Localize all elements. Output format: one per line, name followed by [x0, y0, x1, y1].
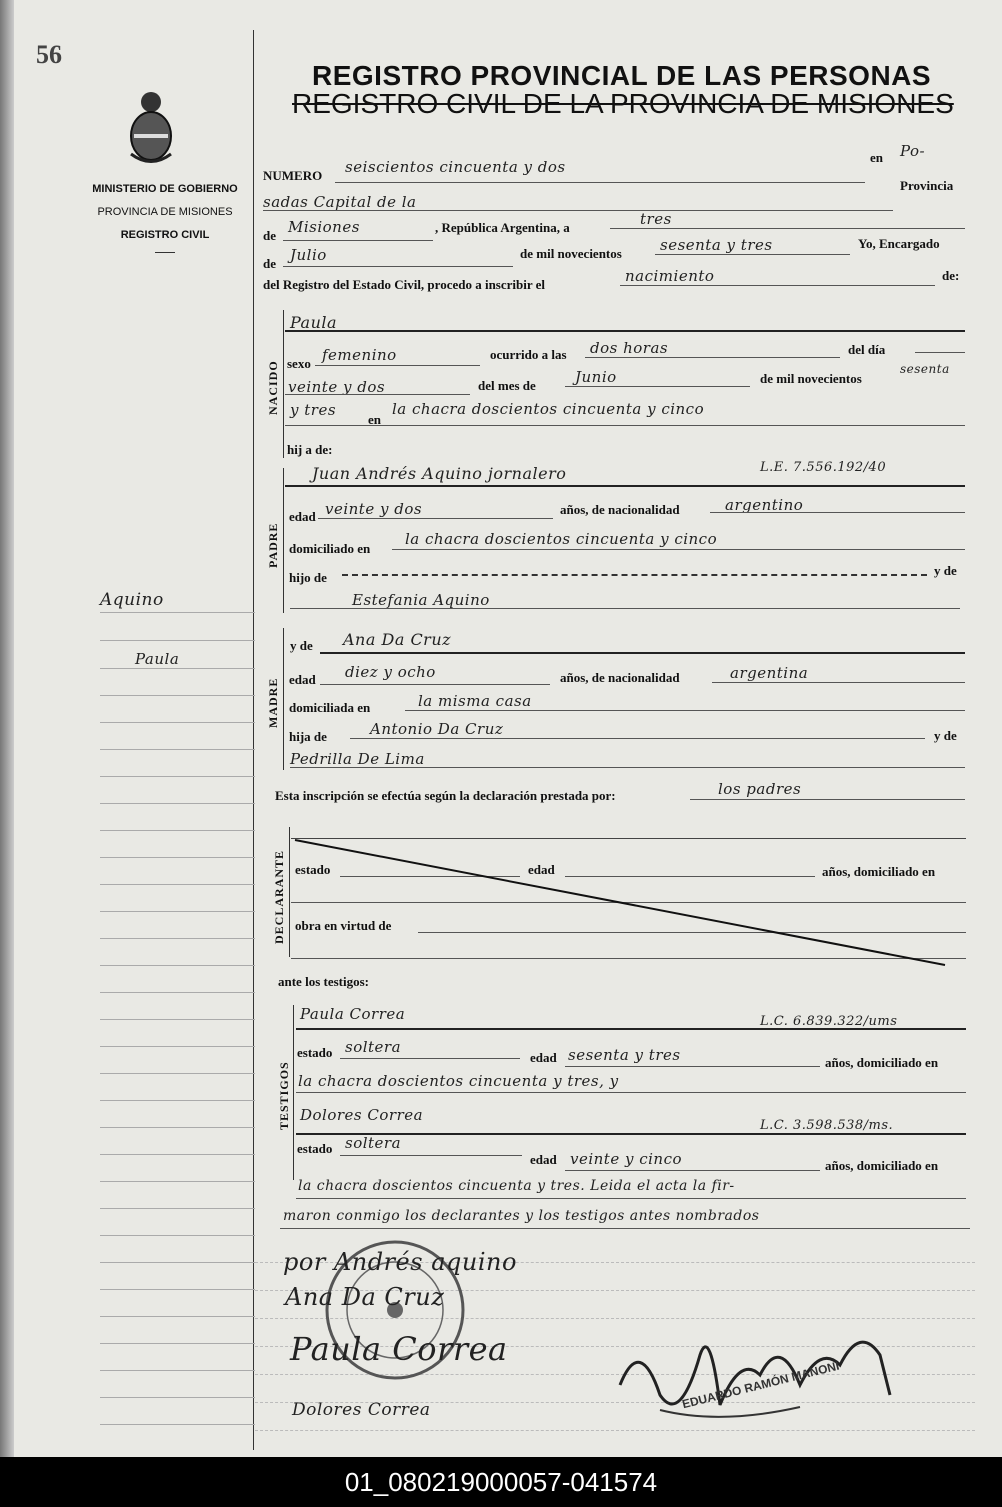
day-line: [610, 228, 965, 229]
madre-label: MADRE: [266, 677, 280, 728]
dia-value: veinte y dos: [288, 378, 386, 396]
nacido-en-label: en: [368, 412, 381, 427]
provincia-label: Provincia: [900, 178, 954, 193]
padre-edad-label: edad: [289, 509, 316, 524]
testigo2-doc: L.C. 3.598.538/ms.: [760, 1118, 894, 1133]
de-label: de: [263, 228, 276, 243]
testigo1-estado-line: [340, 1058, 520, 1059]
madre-y-de-label-2: y de: [934, 728, 957, 743]
del-dia-label: del día: [848, 342, 886, 357]
mil-label: de mil novecientos: [520, 246, 622, 261]
header-title-line2: REGISTRO CIVIL DE LA PROVINCIA DE MISIONES: [292, 88, 954, 119]
padre-bracket: [283, 468, 284, 613]
ocurrido-label: ocurrido a las: [490, 347, 567, 362]
madre-y-de-label: y de: [290, 638, 313, 653]
testigo2-domicilio: la chacra doscientos cincuenta y tres. Leida el acta la fir-: [298, 1178, 735, 1194]
padre-nacionalidad-line: [710, 512, 965, 513]
binding-edge: [0, 0, 14, 1457]
madre-nacionalidad: argentina: [730, 664, 809, 682]
ministry-divider: [155, 252, 175, 253]
nacido-name-line: [285, 330, 965, 332]
padre-domicilio-line: [392, 549, 965, 550]
document-id-footer: 01_080219000057-041574: [0, 1457, 1002, 1507]
padre-doc: L.E. 7.556.192/40: [760, 460, 887, 475]
place-value: sadas Capital de la: [263, 193, 417, 211]
registro-label: del Registro del Estado Civil, procedo a inscribir el: [263, 277, 546, 292]
declaracion-label: Esta inscripción se efectúa según la declaración prestada por:: [275, 788, 616, 803]
testigos-bracket: [293, 1005, 294, 1180]
mes-value: Junio: [575, 368, 617, 386]
madre-padre-line: [350, 738, 925, 739]
declarante-estado-label: estado: [295, 862, 331, 877]
madre-madre-line: [290, 767, 965, 768]
testigo1-anios-label: años, domiciliado en: [825, 1055, 939, 1070]
padre-name: Juan Andrés Aquino jornalero: [312, 464, 567, 483]
madre-edad-value: diez y ocho: [345, 663, 436, 681]
nacido-label: NACIDO: [266, 360, 280, 415]
numero-label: NUMERO: [263, 168, 323, 183]
nacido-place-line: [285, 425, 965, 426]
province-value: Misiones: [288, 218, 360, 236]
sexo-label: sexo: [287, 356, 311, 371]
header-title-line1: REGISTRO PROVINCIAL DE LAS PERSONAS: [312, 60, 932, 91]
padre-domicilio-label: domiciliado en: [289, 541, 371, 556]
republica-label: , República Argentina, a: [435, 220, 570, 235]
madre-bracket: [283, 628, 284, 770]
testigo1-doc: L.C. 6.839.322/ums: [760, 1014, 898, 1029]
page-number: 56: [36, 40, 62, 69]
margin-given-name: Paula: [135, 650, 180, 668]
official-stamp-text: EDUARDO RAMÓN MANONI: [680, 1358, 841, 1412]
testigos-label: TESTIGOS: [277, 1061, 291, 1130]
hora-line: [585, 357, 840, 358]
anio-value: sesenta: [900, 362, 950, 376]
padre-nacionalidad: argentino: [725, 496, 804, 514]
testigo2-estado-line: [340, 1155, 522, 1156]
mes-label: del mes de: [478, 378, 536, 393]
declarante-edad-label: edad: [528, 862, 555, 877]
nacido-name: Paula: [290, 313, 338, 332]
padre-y-de-label: y de: [934, 563, 957, 578]
declaracion-value: los padres: [718, 780, 802, 798]
signature-testigo1: Paula Correa: [290, 1330, 508, 1368]
testigo1-edad-line: [565, 1066, 820, 1067]
testigo2-domicilio-line: [296, 1198, 966, 1199]
numero-line: [335, 182, 865, 183]
closing-text: maron conmigo los declarantes y los testigos antes nombrados: [283, 1208, 760, 1224]
year-value: sesenta y tres: [660, 236, 773, 254]
declarante-anios-label: años, domiciliado en: [822, 864, 936, 879]
madre-domicilio-value: la misma casa: [418, 692, 532, 710]
de-label-2: de: [263, 256, 276, 271]
testigo2-estado-label: estado: [297, 1141, 333, 1156]
testigos-intro-label: ante los testigos:: [278, 974, 369, 989]
padre-name-line: [285, 485, 965, 487]
testigo2-edad: veinte y cinco: [570, 1150, 683, 1168]
madre-name: Ana Da Cruz: [343, 630, 452, 649]
madre-edad-line: [320, 684, 550, 685]
margin-surname: Aquino: [100, 590, 164, 610]
ministry-province: PROVINCIA DE MISIONES: [97, 206, 233, 218]
signature-testigo2: Dolores Correa: [292, 1400, 431, 1420]
place-line: [263, 210, 893, 211]
padre-edad-line: [318, 518, 553, 519]
month-line: [283, 266, 513, 267]
padre-madre-name: Estefania Aquino: [352, 591, 490, 609]
hora-value: dos horas: [590, 339, 669, 357]
padre-domicilio-value: la chacra doscientos cincuenta y cinco: [405, 530, 718, 548]
encargado-label: Yo, Encargado: [858, 236, 940, 251]
testigo2-anios-label: años, domiciliado en: [825, 1158, 939, 1173]
testigo1-edad: sesenta y tres: [568, 1046, 681, 1064]
de2-label: de:: [942, 268, 960, 283]
declaracion-line: [690, 799, 965, 800]
closing-line: [280, 1228, 970, 1229]
nacido-mil-label: de mil novecientos: [760, 371, 862, 386]
sexo-line: [315, 365, 480, 366]
padre-madre-line: [290, 608, 960, 609]
official-signature-icon: [600, 1315, 920, 1435]
declarante-label: DECLARANTE: [272, 849, 286, 944]
testigo1-domicilio-line: [296, 1092, 966, 1093]
madre-hija-label: hija de: [289, 729, 327, 744]
act-line: [620, 285, 935, 286]
madre-domicilio-line: [405, 710, 965, 711]
day-value: tres: [640, 210, 672, 228]
madre-nacionalidad-line: [712, 682, 965, 683]
testigo1-name-line: [296, 1028, 966, 1030]
madre-name-line: [320, 652, 965, 654]
padre-hijo-line: [342, 574, 927, 576]
hija-label: hij a de:: [287, 442, 333, 457]
testigo2-edad-label: edad: [530, 1152, 557, 1167]
testigo2-estado: soltera: [345, 1134, 402, 1152]
month-value: Julio: [290, 246, 327, 264]
province-line: [283, 240, 433, 241]
nacido-place: la chacra doscientos cincuenta y cinco: [392, 400, 705, 418]
madre-anios-label: años, de nacionalidad: [560, 670, 680, 685]
dia-value-line: [285, 394, 470, 395]
testigo1-edad-label: edad: [530, 1050, 557, 1065]
declarante-strike: [290, 835, 970, 975]
madre-edad-label: edad: [289, 672, 316, 687]
testigo1-name: Paula Correa: [300, 1005, 406, 1023]
anio-cont: y tres: [290, 401, 337, 419]
ministry-name: MINISTERIO DE GOBIERNO: [92, 183, 238, 195]
sexo-value: femenino: [322, 346, 397, 364]
nacido-bracket: [283, 310, 284, 458]
testigo1-estado-label: estado: [297, 1045, 333, 1060]
padre-anios-label: años, de nacionalidad: [560, 502, 680, 517]
year-line: [655, 254, 850, 255]
madre-padre-name: Antonio Da Cruz: [370, 720, 504, 738]
coat-of-arms-icon: [126, 84, 176, 164]
dia-line: [915, 352, 965, 353]
testigo1-estado: soltera: [345, 1038, 402, 1056]
padre-label: PADRE: [266, 522, 280, 568]
ministry-office: REGISTRO CIVIL: [120, 229, 210, 241]
act-value: nacimiento: [625, 267, 715, 285]
declarante-obra-label: obra en virtud de: [295, 918, 392, 933]
signature-padre: por Andrés aquino: [283, 1248, 517, 1276]
numero-value: seiscientos cincuenta y dos: [345, 158, 566, 176]
en-label: en: [870, 150, 883, 165]
testigo1-domicilio: la chacra doscientos cincuenta y tres, y: [298, 1072, 619, 1090]
en-value: Po-: [900, 142, 926, 160]
margin-line: [253, 30, 254, 1450]
signature-madre: Ana Da Cruz: [285, 1283, 445, 1311]
testigo2-name: Dolores Correa: [300, 1106, 424, 1124]
madre-madre-name: Pedrilla De Lima: [290, 750, 425, 768]
padre-hijo-label: hijo de: [289, 570, 327, 585]
testigo2-edad-line: [565, 1170, 820, 1171]
padre-edad-value: veinte y dos: [325, 500, 423, 518]
mes-line: [565, 386, 750, 387]
madre-domicilio-label: domiciliada en: [289, 700, 371, 715]
